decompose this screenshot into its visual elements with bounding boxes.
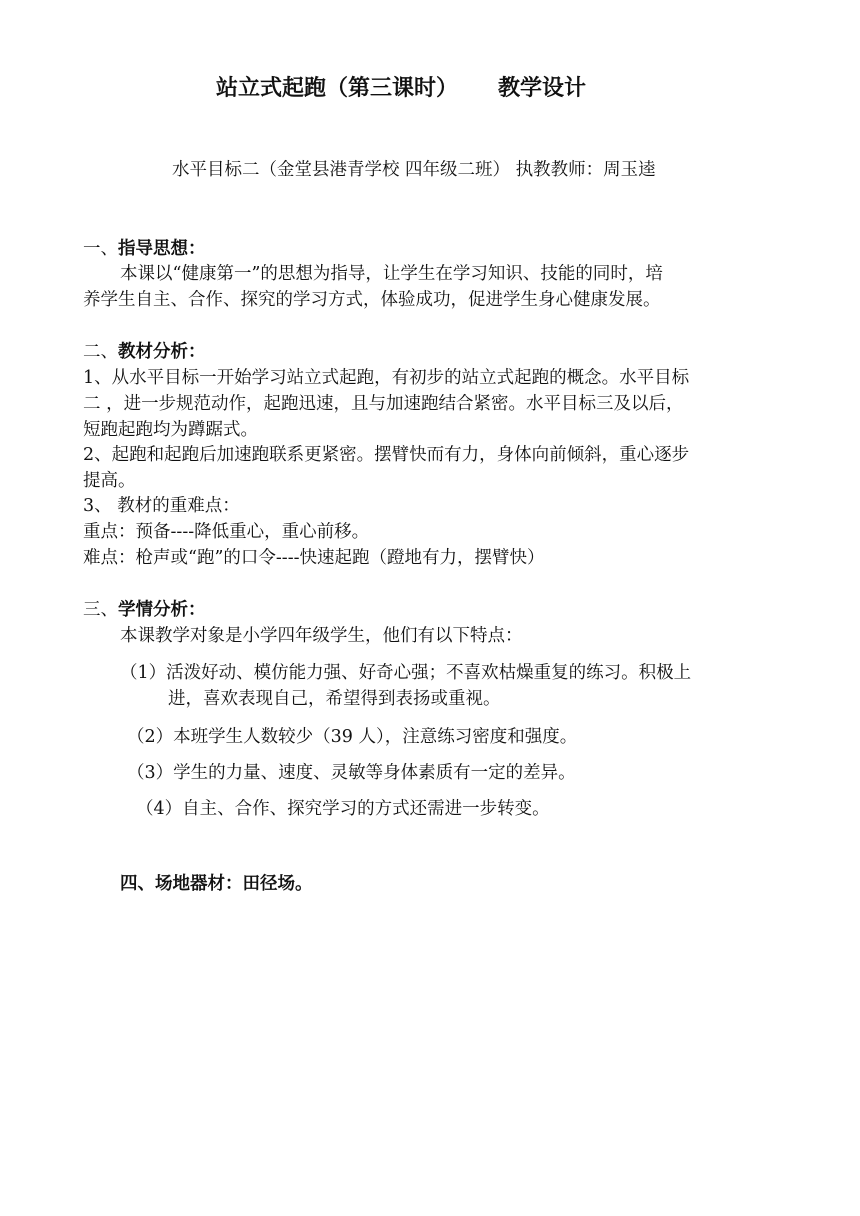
section1-heading-num: 一、 [83,239,118,259]
section1-heading-text: 指导思想： [118,239,206,259]
section2-line-1: 1、从水平目标一开始学习站立式起跑，有初步的站立式起跑的概念。水平目标 [83,368,690,388]
document-title [216,74,586,104]
section2-heading [83,340,206,364]
section3-item-3: （3）学生的力量、速度、灵敏等身体素质有一定的差异。 [127,763,576,783]
section3-heading-num: 三、 [83,600,118,620]
document-subtitle: 水平目标二（金堂县港青学校 四年级二班） 执教教师：周玉逵 [172,160,656,180]
section4-heading: 四、场地器材：田径场。 [120,874,313,894]
section2-line-5: 提高。 [83,471,136,491]
section3-heading [83,598,206,622]
section2-difficult-point: 难点：枪声或“跑”的口令----快速起跑（蹬地有力，摆臂快） [83,548,545,568]
section2-key-point: 重点：预备----降低重心，重心前移。 [83,522,370,542]
section2-line-3: 短跑起跑均为蹲踞式。 [83,420,258,440]
section2-line-4: 2、起跑和起跑后加速跑联系更紧密。摆臂快而有力，身体向前倾斜，重心逐步 [83,445,690,465]
section3-item-1-cont: 进，喜欢表现自己，希望得到表扬或重视。 [168,689,501,709]
section2-heading-text: 教材分析： [118,342,206,362]
section1-line-1: 本课以“健康第一”的思想为指导，让学生在学习知识、技能的同时，培 [120,264,663,284]
section2-line-2: 二 ，进一步规范动作，起跑迅速，且与加速跑结合紧密。水平目标三及以后， [83,394,684,414]
section1-heading [83,237,206,261]
section1-line-2: 养学生自主、合作、探究的学习方式，体验成功，促进学生身心健康发展。 [83,290,661,310]
section3-heading-text: 学情分析： [118,600,206,620]
title-main: 站立式起跑（第三课时） [216,76,459,101]
section2-heading-num: 二、 [83,342,118,362]
section3-item-1: （1）活泼好动、模仿能力强、好奇心强；不喜欢枯燥重复的练习。积极上 [120,663,692,683]
section3-intro: 本课教学对象是小学四年级学生，他们有以下特点： [120,626,523,646]
section2-line-6: 3、 教材的重难点： [83,496,240,516]
section3-item-4: （4）自主、合作、探究学习的方式还需进一步转变。 [136,799,550,819]
title-suffix: 教学设计 [498,76,587,101]
section3-item-2: （2）本班学生人数较少（39 人），注意练习密度和强度。 [127,727,578,747]
